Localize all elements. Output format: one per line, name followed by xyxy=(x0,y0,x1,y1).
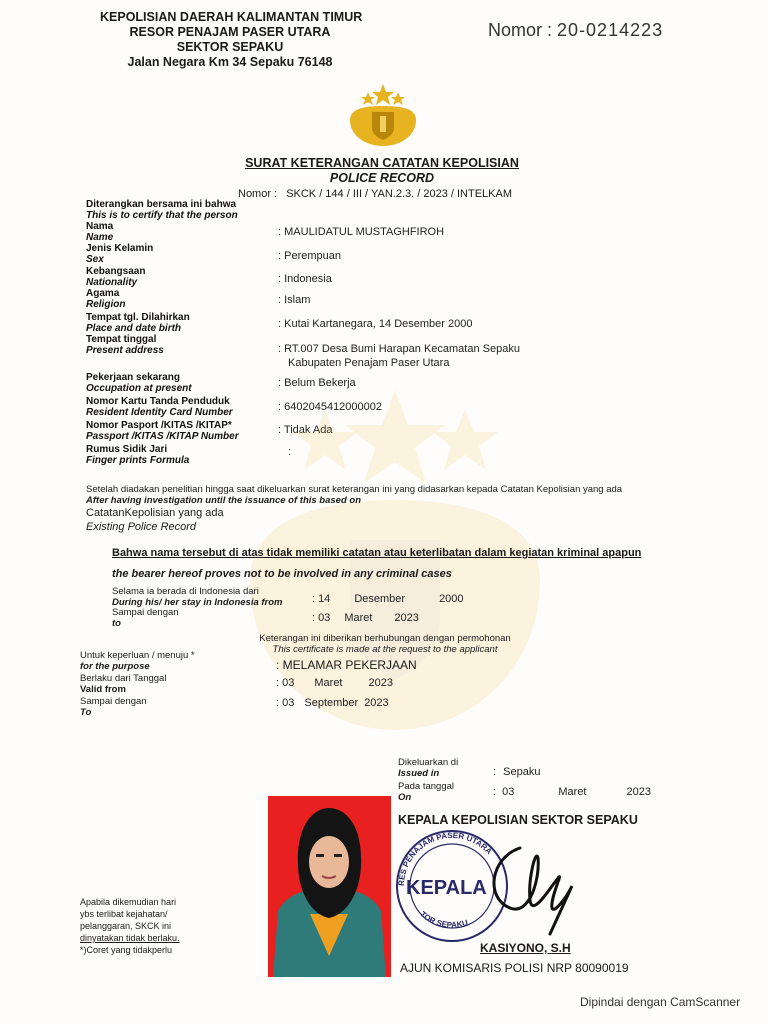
issued-date-label: Pada tanggal On xyxy=(398,781,454,803)
investigation-id: Setelah diadakan penelitian hingga saat dikeluarkan surat keterangan ini yang didasarkan kepada Catatan Kepolisian yang ada xyxy=(86,484,623,495)
certify-en: This is to certify that the person xyxy=(86,210,238,221)
note-line4: dinyatakan tidak berlaku. xyxy=(80,933,180,943)
existing-record-id: CatatanKepolisian yang ada xyxy=(86,507,224,519)
signature-scribble xyxy=(480,838,590,938)
field-fingerprint-value: : xyxy=(288,446,292,458)
header-line1: KEPOLISIAN DAERAH KALIMANTAN TIMUR xyxy=(100,10,363,24)
investigation-block xyxy=(86,484,622,506)
field-nationality-value: : Indonesia xyxy=(278,273,332,285)
issued-place-label: Dikeluarkan di Issued in xyxy=(398,757,459,779)
field-sex-value: : Perempuan xyxy=(278,250,341,262)
certify-block xyxy=(86,199,238,221)
existing-record-en: Existing Police Record xyxy=(86,521,197,533)
purpose-label: Untuk keperluan / menuju * for the purpose xyxy=(80,650,195,672)
note-line3: pelanggaran, SKCK ini xyxy=(80,921,172,931)
field-religion-value: : Islam xyxy=(278,294,311,306)
statement-en: the bearer hereof proves not to be involved in any criminal cases xyxy=(112,568,452,580)
header-block xyxy=(100,10,363,70)
valid-from-date: : 03 Maret 2023 xyxy=(276,677,393,689)
valid-until-date: : 03 September 2023 xyxy=(276,697,389,709)
issued-place-value: : Sepaku xyxy=(493,766,541,778)
valid-from-label: Berlaku dari Tanggal Valid from xyxy=(80,673,167,695)
field-fingerprint-label: Rumus Sidik Jari Finger prints Formula xyxy=(86,444,190,466)
applicant-photo xyxy=(268,796,391,977)
note-line5: *)Coret yang tidakperlu xyxy=(80,945,173,955)
note-line1: Apabila dikemudian hari xyxy=(80,897,177,907)
disclaimer-notes xyxy=(80,896,180,956)
purpose-value: : MELAMAR PEKERJAAN xyxy=(276,658,417,672)
field-name-value: : MAULIDATUL MUSTAGHFIROH xyxy=(278,226,445,238)
request-en: This certificate is made at the request to the applicant xyxy=(272,644,498,655)
field-address-value: : RT.007 Desa Bumi Harapan Kecamatan Sepaku Kabupaten Penajam Paser Utara xyxy=(278,343,520,369)
doc-number-label: Nomor : xyxy=(488,20,553,40)
header-line2: RESOR PENAJAM PASER UTARA xyxy=(129,25,331,39)
request-block xyxy=(240,633,530,655)
field-ktp-label: Nomor Kartu Tanda Penduduk Resident Identity Card Number xyxy=(86,396,233,418)
field-ktp-value: : 6402045412000002 xyxy=(278,401,383,413)
field-religion-label: Agama Religion xyxy=(86,288,126,310)
stay-to-label: Sampai dengan to xyxy=(112,607,179,629)
stay-to-date: : 03 Maret 2023 xyxy=(312,612,419,624)
svg-text:RES PENAJAM PASER UTARA: RES PENAJAM PASER UTARA xyxy=(396,830,494,887)
header-line3: SEKTOR SEPAKU xyxy=(176,40,284,54)
header-address: Jalan Negara Km 34 Sepaku 76148 xyxy=(127,55,333,69)
statement-id: Bahwa nama tersebut di atas tidak memiliki catatan atau keterlibatan dalam kegiatan kriminal apapun xyxy=(112,547,642,559)
signatory-position: KEPALA KEPOLISIAN SEKTOR SEPAKU xyxy=(398,813,638,827)
field-passport-value: : Tidak Ada xyxy=(278,424,333,436)
field-birth-label: Tempat tgl. Dilahirkan Place and date birth xyxy=(86,312,190,334)
doc-number-value: 20-0214223 xyxy=(557,20,664,40)
field-occupation-label: Pekerjaan sekarang Occupation at present xyxy=(86,372,192,394)
existing-record-block xyxy=(86,506,224,534)
note-line2: ybs terlibat kejahatan/ xyxy=(80,909,168,919)
issued-date-value: : 03 Maret 2023 xyxy=(493,786,651,798)
doc-number xyxy=(488,20,663,41)
valid-until-label: Sampai dengan To xyxy=(80,696,147,718)
doc-subtitle: POLICE RECORD xyxy=(329,171,435,185)
stay-from-label: Selama ia berada di Indonesia dari During his/ her stay in Indonesia from xyxy=(112,586,283,608)
field-nationality-label: Kebangsaan Nationality xyxy=(86,266,146,288)
doc-title: SURAT KETERANGAN CATATAN KEPOLISIAN xyxy=(245,156,519,170)
skck-number-value: SKCK / 144 / III / YAN.2.3. / 2023 / INTELKAM xyxy=(286,188,512,200)
field-birth-value: : Kutai Kartanegara, 14 Desember 2000 xyxy=(278,318,473,330)
police-emblem-icon xyxy=(340,82,426,148)
skck-number-label: Nomor : xyxy=(238,188,278,200)
investigation-en: After having investigation until the issuance of this based on xyxy=(86,495,362,506)
field-name-label: Nama Name xyxy=(86,221,114,243)
scanner-footer: Dipindai dengan CamScanner xyxy=(580,995,741,1009)
signatory-name: KASIYONO, S.H xyxy=(480,941,571,955)
svg-text:KEPALA: KEPALA xyxy=(406,877,487,899)
skck-number xyxy=(238,188,512,200)
field-passport-label: Nomor Pasport /KITAS /KITAP* Passport /KITAS /KITAP Number xyxy=(86,420,239,442)
stay-from-date: : 14 Desember 2000 xyxy=(312,593,464,605)
field-address-label: Tempat tinggal Present address xyxy=(86,334,164,356)
field-occupation-value: : Belum Bekerja xyxy=(278,377,356,389)
request-id: Keterangan ini diberikan berhubungan dengan permohonan xyxy=(259,633,511,644)
field-sex-label: Jenis Kelamin Sex xyxy=(86,243,154,265)
svg-text:TOR SEPAKU: TOR SEPAKU xyxy=(418,909,469,930)
signatory-rank: AJUN KOMISARIS POLISI NRP 80090019 xyxy=(400,961,629,975)
certify-id: Diterangkan bersama ini bahwa xyxy=(86,199,237,210)
